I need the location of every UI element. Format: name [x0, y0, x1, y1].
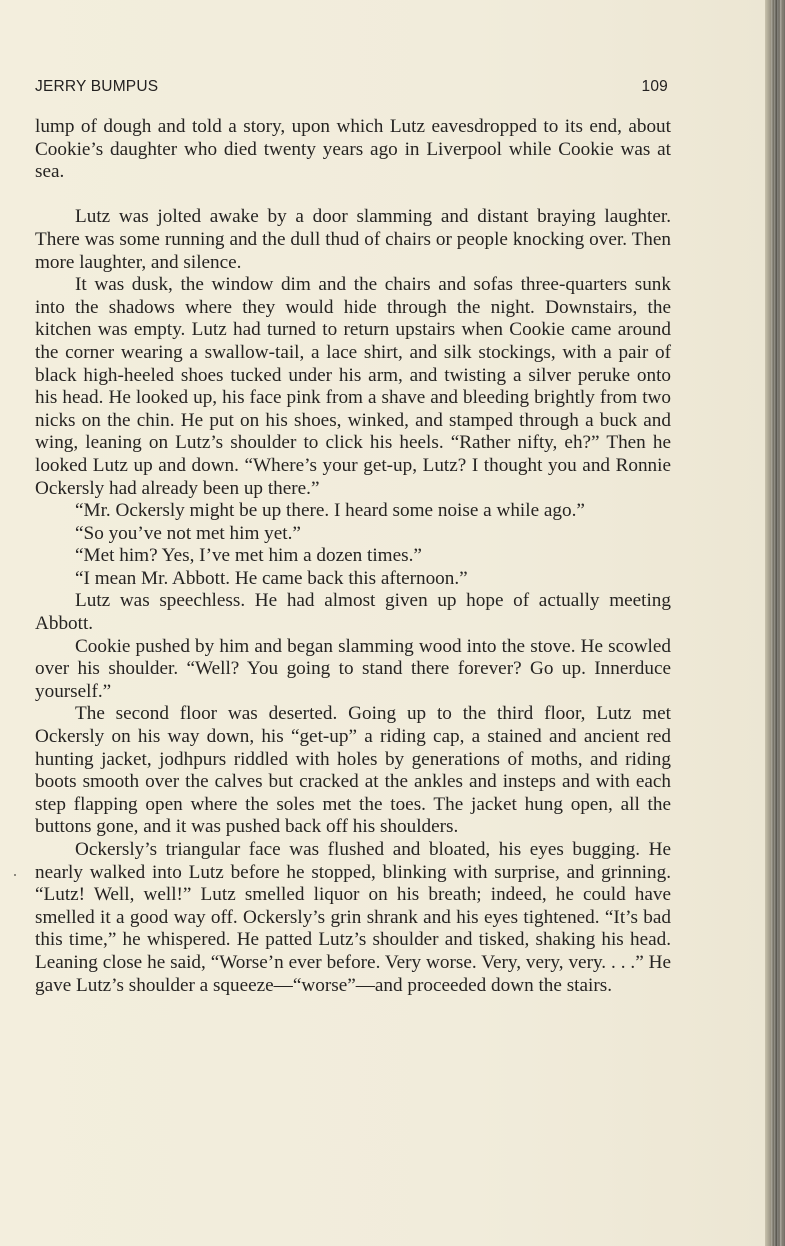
paragraph: Lutz was jolted awake by a door slamming and distant braying laughter. There was some running and the dull thud of chairs or people knocking over. Then more laughter, and silence.	[35, 206, 671, 273]
body-text	[35, 116, 671, 997]
paragraph: The second floor was deserted. Going up to the third floor, Lutz met Ockersly on his way down, his “get-up” a riding cap, a stained and ancient red hunting jacket, jodhpurs riddled with holes by generations of moths, and riding boots smooth over the calves but cracked at the ankles and insteps and with each step flapping open where the soles met the toes. The jacket hung open, all the buttons gone, and it was pushed back off his shoulders.	[35, 703, 671, 838]
margin-speck	[14, 874, 16, 876]
paragraph: “So you’ve not met him yet.”	[75, 522, 301, 544]
running-header	[35, 78, 668, 100]
running-head-author: JERRY BUMPUS	[35, 78, 159, 95]
spine-texture	[771, 0, 783, 1246]
paragraph: “I mean Mr. Abbott. He came back this afternoon.”	[75, 567, 468, 589]
paragraph: “Mr. Ockersly might be up there. I heard some noise a while ago.”	[75, 500, 585, 522]
paragraph: lump of dough and told a story, upon which Lutz eavesdropped to its end, about Cookie’s daughter who died twenty years ago in Liverpool while Cookie was at sea.	[35, 116, 671, 183]
paragraph: It was dusk, the window dim and the chairs and sofas three-quarters sunk into the shadows where they would hide through the night. Downstairs, the kitchen was empty. Lutz had turned to return upstairs when Cookie came around the corner wearing a swallow-tail, a lace shirt, and silk stockings, with a pair of black high-heeled shoes tucked under his arm, and twisting a silver peruke onto his head. He looked up, his face pink from a shave and bleeding brightly from two nicks on the chin. He put on his shoes, winked, and stamped through a buck and wing, leaning on Lutz’s shoulder to click his heels. “Rather nifty, eh?” Then he looked Lutz up and down. “Where’s your get-up, Lutz? I thought you and Ronnie Ockersly had already been up there.”	[35, 274, 671, 499]
paragraph: Ockersly’s triangular face was flushed and bloated, his eyes bugging. He nearly walked into Lutz before he stopped, blinking with surprise, and grinning. “Lutz! Well, well!” Lutz smelled liquor on his breath; indeed, he could have smelled it a good way off. Ockersly’s grin shrank and his eyes tightened. “It’s bad this time,” he whispered. He patted Lutz’s shoulder and tisked, shaking his head. Leaning close he said, “Worse’n ever before. Very worse. Very, very, very. . . .” He gave Lutz’s shoulder a squeeze—“worse”—and proceeded down the stairs.	[35, 839, 671, 996]
paragraph: “Met him? Yes, I’ve met him a dozen times.”	[75, 545, 422, 567]
paragraph: Cookie pushed by him and began slamming wood into the stove. He scowled over his shoulder. “Well? You going to stand there forever? Go up. Innerduce yourself.”	[35, 635, 671, 702]
paragraph: Lutz was speechless. He had almost given up hope of actually meeting Abbott.	[35, 590, 671, 635]
page-number: 109	[641, 78, 668, 95]
book-spine-edge	[765, 0, 785, 1246]
